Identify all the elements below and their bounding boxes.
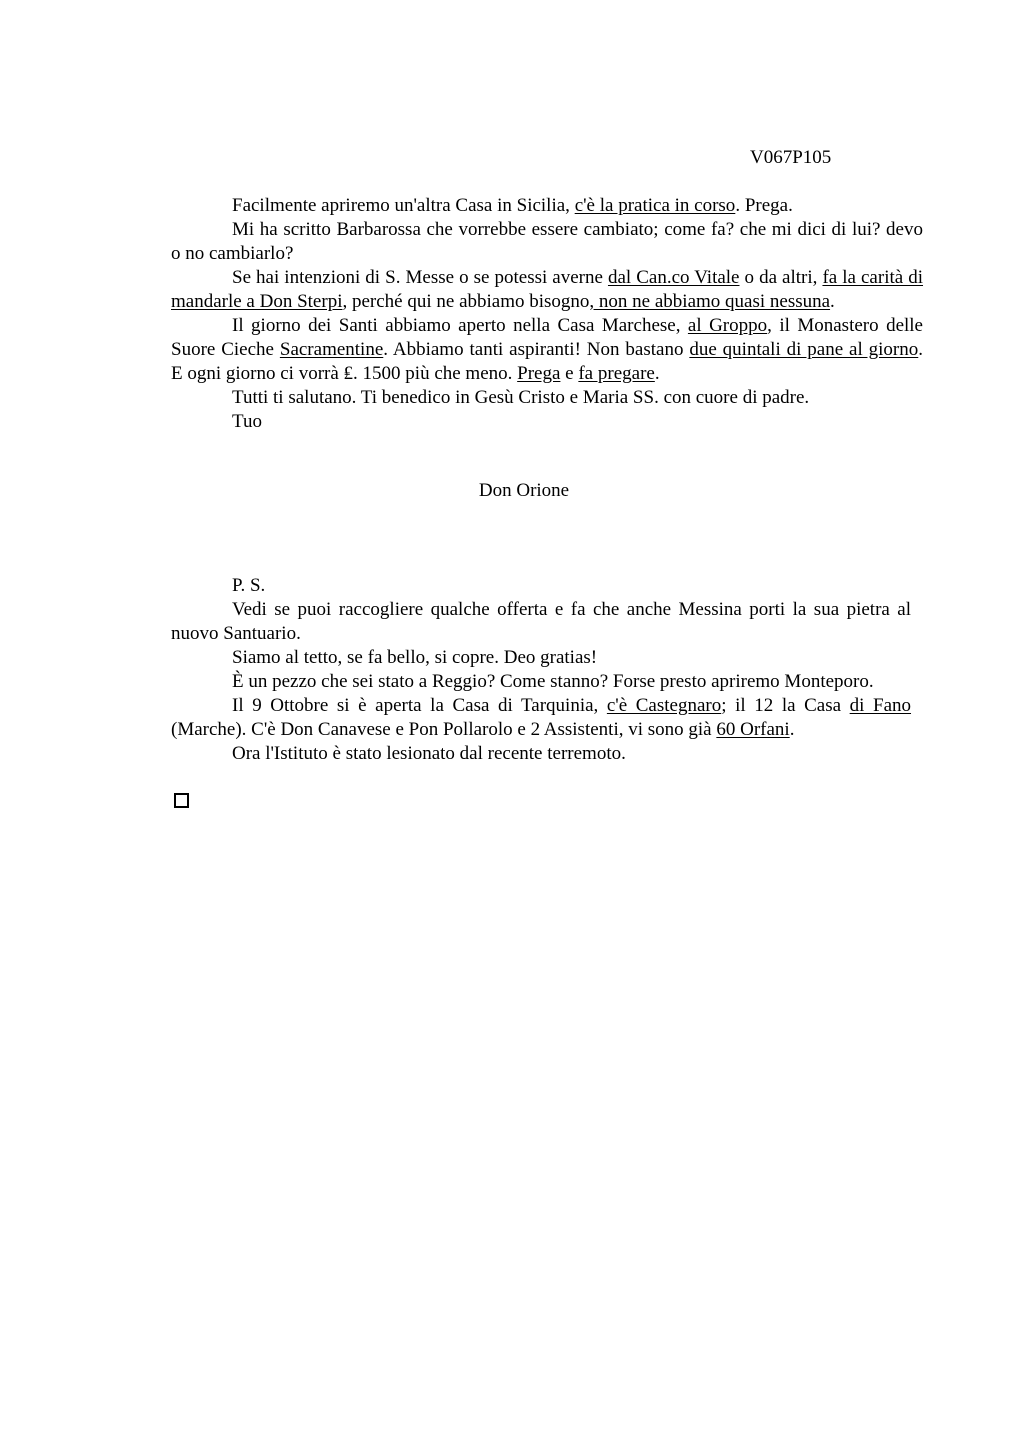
- text-run: Facilmente apriremo un'altra Casa in Sicilia,: [232, 195, 575, 216]
- underlined-text: due quintali di pane al giorno: [689, 339, 919, 360]
- postscript: [171, 574, 911, 766]
- text-run: Se hai intenzioni di S. Messe o se potessi averne: [232, 267, 608, 288]
- paragraph-3: [171, 266, 923, 314]
- paragraph-2: Mi ha scritto Barbarossa che vorrebbe essere cambiato; come fa? che mi dici di lui? devo o no cambiarlo?: [171, 219, 923, 264]
- reference-code: V067P105: [750, 147, 832, 168]
- postscript-paragraph-2: Siamo al tetto, se fa bello, si copre. Deo gratias!: [232, 647, 598, 668]
- underlined-text: dal Can.co Vitale: [607, 267, 740, 288]
- underlined-text: Sacramentine: [279, 339, 384, 360]
- postscript-paragraph-5: Ora l'Istituto è stato lesionato dal recente terremoto.: [232, 743, 626, 764]
- underlined-text: fa pregare: [578, 363, 655, 384]
- text-run: o da altri,: [739, 267, 823, 288]
- postscript-paragraph-4: [171, 694, 911, 742]
- text-run: .: [830, 291, 835, 312]
- square-mark-icon: [174, 793, 189, 808]
- signature: Don Orione: [478, 480, 570, 501]
- closing-word: Tuo: [232, 411, 262, 432]
- text-run: .: [789, 719, 795, 740]
- postscript-paragraph-3: È un pezzo che sei stato a Reggio? Come stanno? Forse presto apriremo Monteporo.: [232, 671, 874, 692]
- postscript-label: P. S.: [232, 575, 266, 596]
- text-run: ; il 12 la Casa: [721, 695, 850, 716]
- underlined-text: al Groppo: [687, 315, 768, 336]
- underlined-text: c'è Castegnaro: [606, 695, 722, 716]
- underlined-text: c'è la pratica in corso: [574, 195, 736, 216]
- text-run: . Abbiamo tanti aspiranti! Non bastano: [383, 339, 690, 360]
- paragraph-4: [171, 314, 923, 386]
- underlined-text: di Fano: [849, 695, 912, 716]
- text-run: , il Monastero delle Suore Cieche: [171, 315, 923, 360]
- underlined-text: fa la carità di mandarle a Don Sterpi: [171, 267, 924, 312]
- underlined-text: 60 Orfani: [716, 719, 790, 740]
- text-run: Il giorno dei Santi abbiamo aperto nella Casa Marchese,: [232, 315, 688, 336]
- postscript-paragraph-1: Vedi se puoi raccogliere qualche offerta e fa che anche Messina porti la sua pietra al nuovo Santuario.: [171, 599, 911, 644]
- text-run: e: [560, 363, 579, 384]
- text-run: . E ogni giorno ci vorrà ₤. 1500 più che meno.: [171, 339, 924, 384]
- paragraph-5: Tutti ti salutano. Ti benedico in Gesù Cristo e Maria SS. con cuore di padre.: [232, 387, 810, 408]
- underlined-text: , non ne abbiamo quasi nessuna: [589, 291, 831, 312]
- text-run: , perché qui ne abbiamo bisogno: [342, 291, 590, 312]
- underlined-text: Prega: [517, 363, 561, 384]
- text-run: Il 9 Ottobre si è aperta la Casa di Tarquinia,: [232, 695, 607, 716]
- text-run: .: [654, 363, 660, 384]
- paragraph-1: [171, 194, 923, 218]
- text-run: . Prega.: [735, 195, 793, 216]
- letter-body: [171, 194, 923, 434]
- text-run: (Marche). C'è Don Canavese e Pon Pollarolo e 2 Assistenti, vi sono già: [171, 719, 717, 740]
